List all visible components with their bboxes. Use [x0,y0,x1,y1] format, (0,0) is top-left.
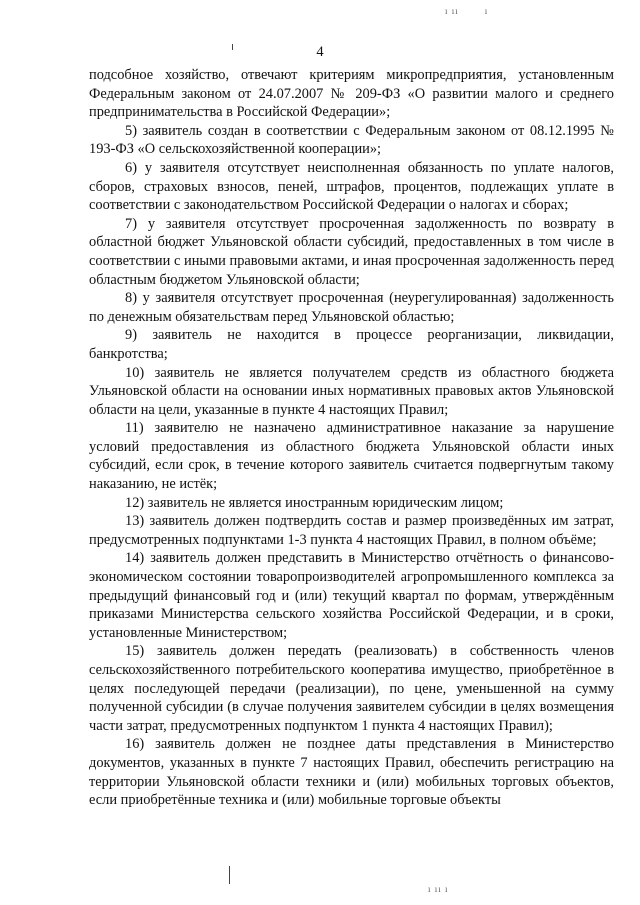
document-body [89,66,614,810]
paragraph-item-7: 7) у заявителя отсутствует просроченная задолженность по возврату в областной бюджет Ульяновской области субсидий, предоставленных в том числе в соответствии с иными правовыми актами, и иная просроченная задолженность перед областным бюджетом Ульяновской области; [89,215,614,288]
scan-artifact-top: ı ıı ı [445,6,489,16]
paragraph-item-10: 10) заявитель не является получателем средств из областного бюджета Ульяновской области на основании иных нормативных правовых актов Ульяновской области на цели, указанные в пункте 4 настоящих Правил; [89,364,614,418]
paragraph-item-9: 9) заявитель не находится в процессе реорганизации, ликвидации, банкротства; [89,327,614,362]
paragraph-item-8: 8) у заявителя отсутствует просроченная (неурегулированная) задолженность по денежным обязательствам перед Ульяновской областью; [89,290,614,325]
paragraph-item-6: 6) у заявителя отсутствует неисполненная обязанность по уплате налогов, сборов, страховых взносов, пеней, штрафов, процентов, подлежащих уплате в соответствии с законодательством Российской Федерации о налогах и сборах; [89,159,614,214]
paragraph-item-5: 5) заявитель создан в соответствии с Федеральным законом от 08.12.1995 № 193-ФЗ «О сельскохозяйственной кооперации»; [89,122,614,158]
paragraph-item-15: 15) заявитель должен передать (реализовать) в собственность членов сельскохозяйственного потребительского кооператива имущество, приобретённое в целях последующей передачи (реализации), по цене, уменьшенной на сумму полученной субсидии (в случае получения заявителем субсидии в целях возмещения части затрат, предусмотренных подпунктом 1 пункта 4 настоящих Правил); [89,643,614,734]
paragraph-item-11: 11) заявителю не назначено административное наказание за нарушение условий предоставления из областного бюджета Ульяновской области иных субсидий, если срок, в течение которого заявитель считается подвергнутым такому наказанию, не истёк; [89,420,614,493]
paragraph-continuation: подсобное хозяйство, отвечают критериям микропредприятия, установленным Федеральным законом от 24.07.2007 № 209-ФЗ «О развитии малого и среднего предпринимательства в Российской Федерации»; [89,67,614,121]
scan-mark [229,866,230,884]
paragraph-item-14: 14) заявитель должен представить в Министерство отчётность о финансово-экономическом состоянии товаропроизводителей агропромышленного комплекса за предыдущий финансовый год и (или) текущий квартал по формам, утверждённым приказами Министерства сельского хозяйства Российской Федерации, и в сроки, установленные Министерством; [89,550,614,641]
paragraph-item-12: 12) заявитель не является иностранным юридическим лицом; [125,494,504,511]
scan-artifact-bottom: ı ıı ı [428,884,449,894]
page-number: 4 [316,44,324,60]
paragraph-item-13: 13) заявитель должен подтвердить состав и размер произведённых им затрат, предусмотренных подпунктами 1-3 пункта 4 настоящих Правил, в полном объёме; [89,513,614,548]
paragraph-item-16: 16) заявитель должен не позднее даты представления в Министерство документов, указанных в пункте 7 настоящих Правил, обеспечить регистрацию на территории Ульяновской области техники и (или) мобильных торговых объектов, если приобретённые техника и (или) мобильные торговые объекты [89,736,614,809]
